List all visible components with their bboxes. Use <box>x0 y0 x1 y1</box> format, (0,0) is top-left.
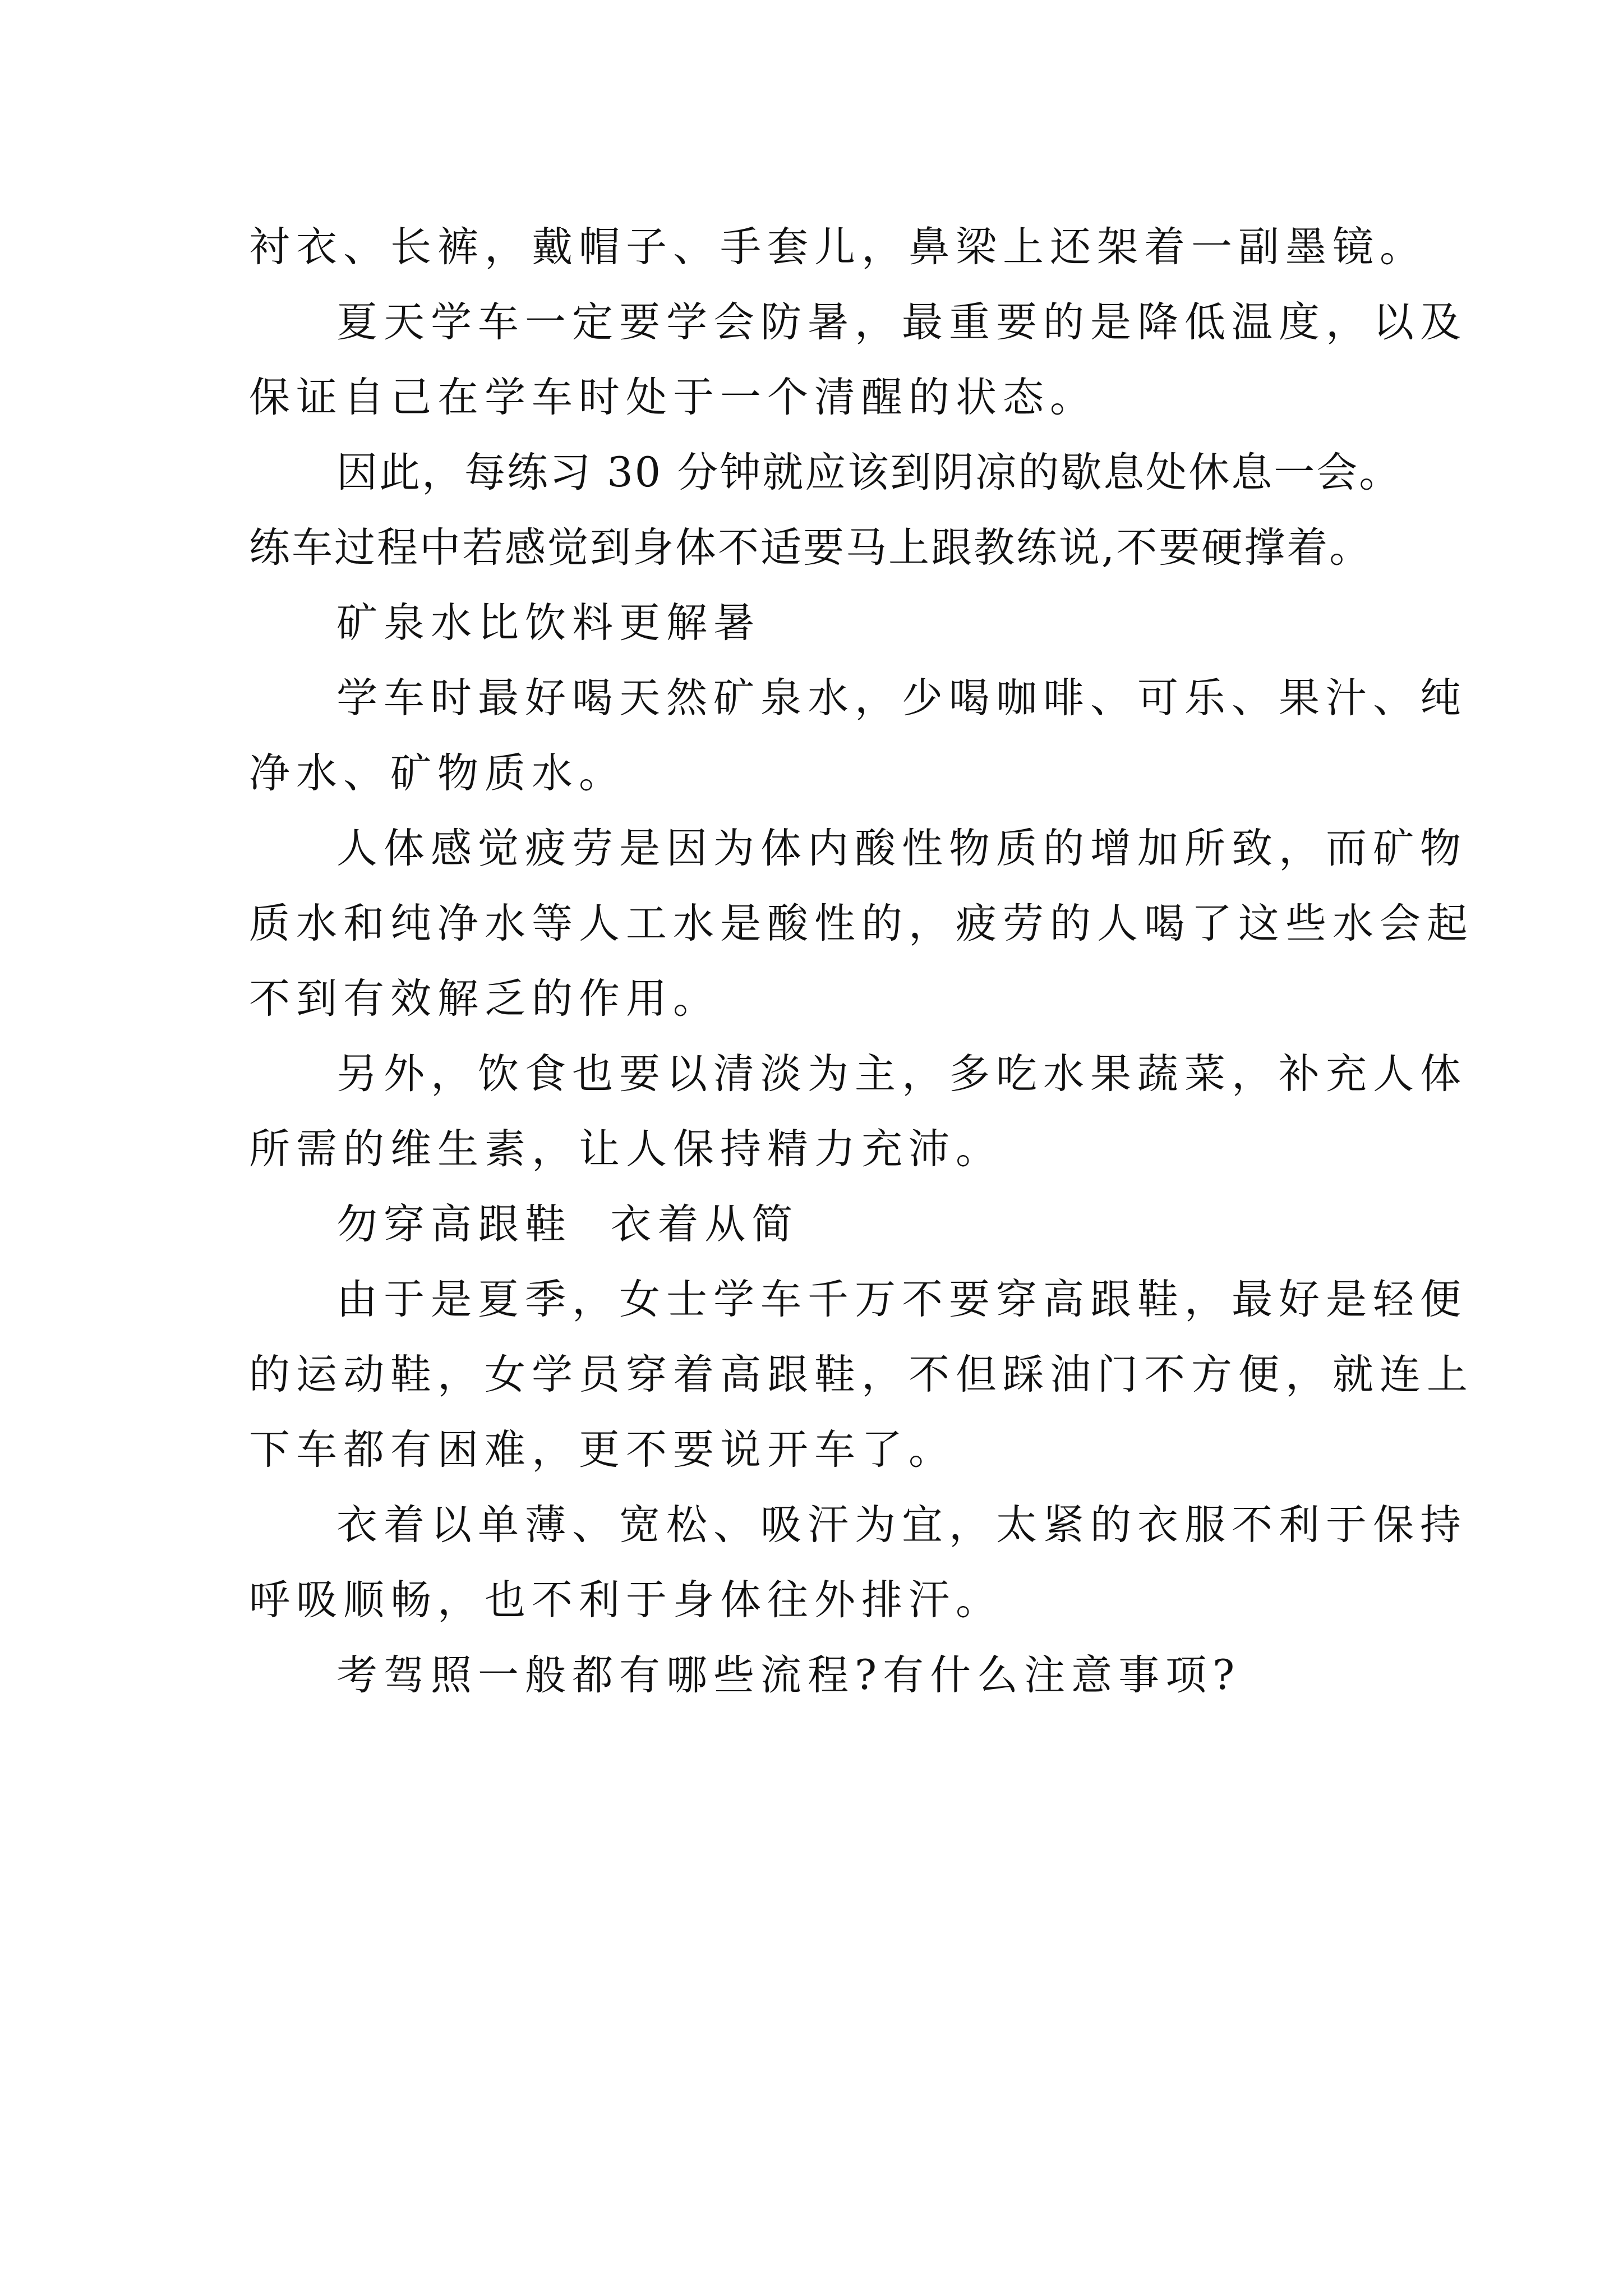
paragraph-start: 因此，每练习 30 分钟就应该到阴凉的歇息处休息一会。 <box>336 449 1402 496</box>
text-line: 呼吸顺畅，也不利于身体往外排汗。 <box>249 1576 1003 1624</box>
text-line: 所需的维生素，让人保持精力充沛。 <box>249 1125 1003 1173</box>
paragraph-start: 衣着以单薄、宽松、吸汗为宜，太紧的衣服不利于保持 <box>336 1501 1467 1549</box>
paragraph-start: 由于是夏季，女士学车千万不要穿高跟鞋，最好是轻便 <box>336 1276 1467 1323</box>
paragraph-start: 另外，饮食也要以清淡为主，多吃水果蔬菜，补充人体 <box>336 1050 1467 1098</box>
text-line: 衬衣、长裤，戴帽子、手套儿，鼻梁上还架着一副墨镜。 <box>249 223 1427 271</box>
paragraph-start: 夏天学车一定要学会防暑，最重要的是降低温度，以及 <box>336 298 1467 346</box>
text-line: 保证自己在学车时处于一个清醒的状态。 <box>249 374 1097 421</box>
text-line: 的运动鞋，女学员穿着高跟鞋，不但踩油门不方便，就连上 <box>249 1351 1474 1398</box>
text-line: 不到有效解乏的作用。 <box>249 975 720 1023</box>
section-heading: 勿穿高跟鞋 衣着从简 <box>336 1200 799 1248</box>
text-line: 净水、矿物质水。 <box>249 749 626 797</box>
text-line: 质水和纯净水等人工水是酸性的，疲劳的人喝了这些水会起 <box>249 900 1474 947</box>
text-line: 下车都有困难，更不要说开车了。 <box>249 1426 956 1474</box>
text-line: 练车过程中若感觉到身体不适要马上跟教练说,不要硬撑着。 <box>249 524 1372 572</box>
paragraph-start: 学车时最好喝天然矿泉水，少喝咖啡、可乐、果汁、纯 <box>336 674 1467 722</box>
section-heading: 矿泉水比饮料更解暑 <box>336 599 760 647</box>
section-heading: 考驾照一般都有哪些流程?有什么注意事项? <box>336 1651 1241 1699</box>
paragraph-start: 人体感觉疲劳是因为体内酸性物质的增加所致，而矿物 <box>336 825 1467 872</box>
